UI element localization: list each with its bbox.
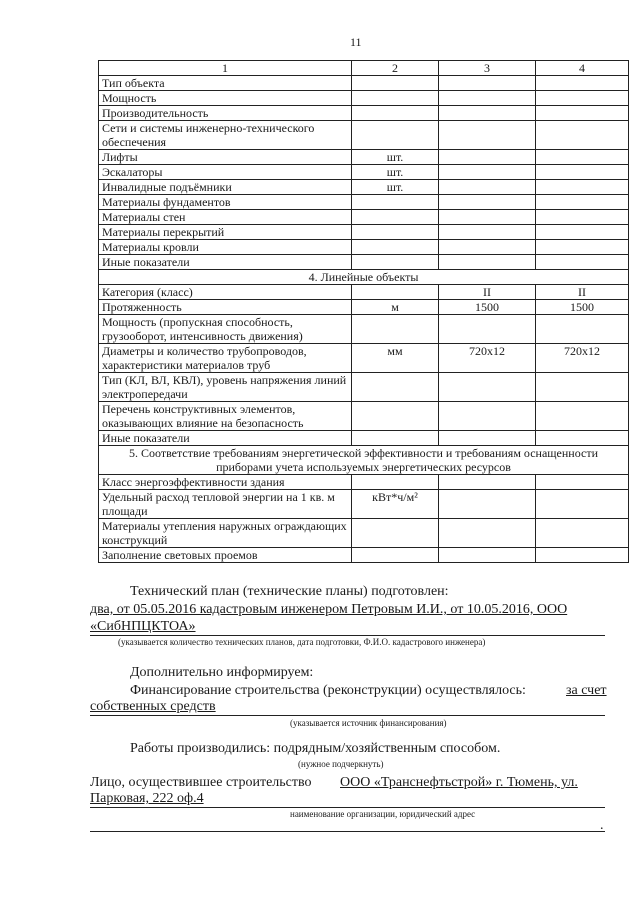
financing-caption: (указывается источник финансирования) <box>290 718 447 728</box>
table-row <box>99 240 629 255</box>
column-header: 2 <box>352 61 439 76</box>
row-label: Перечень конструктивных элементов, оказывающих влияние на безопасность <box>99 402 352 431</box>
row-value-col4 <box>536 475 629 490</box>
row-unit <box>352 76 439 91</box>
row-value-col4: 720x12 <box>536 344 629 373</box>
table-row <box>99 165 629 180</box>
row-label: Сети и системы инженерно-технического обеспечения <box>99 121 352 150</box>
row-unit <box>352 285 439 300</box>
table-row <box>99 91 629 106</box>
row-label: Материалы кровли <box>99 240 352 255</box>
row-unit <box>352 121 439 150</box>
table-row <box>99 490 629 519</box>
financing-value-2: собственных средств <box>90 699 216 714</box>
row-value-col3 <box>439 210 536 225</box>
row-unit <box>352 475 439 490</box>
row-label: Удельный расход тепловой энергии на 1 кв. м площади <box>99 490 352 519</box>
row-value-col4 <box>536 373 629 402</box>
row-label: Материалы перекрытий <box>99 225 352 240</box>
row-value-col4 <box>536 490 629 519</box>
row-value-col4 <box>536 210 629 225</box>
row-value-col3 <box>439 195 536 210</box>
page-number: 11 <box>350 35 362 49</box>
row-unit <box>352 431 439 446</box>
row-unit <box>352 210 439 225</box>
financing-value-1: за счет <box>566 683 607 698</box>
row-unit <box>352 255 439 270</box>
row-label: Иные показатели <box>99 431 352 446</box>
works-caption: (нужное подчеркнуть) <box>298 759 384 769</box>
row-value-col4 <box>536 225 629 240</box>
row-unit <box>352 548 439 563</box>
table-header-row <box>99 61 629 76</box>
row-value-col4 <box>536 255 629 270</box>
table-row <box>99 431 629 446</box>
row-value-col4 <box>536 76 629 91</box>
section-row <box>99 446 629 475</box>
financing-label: Финансирование строительства (реконструкции) осуществлялось: <box>130 683 526 698</box>
row-value-col4 <box>536 519 629 548</box>
column-header: 4 <box>536 61 629 76</box>
table-row <box>99 315 629 344</box>
object-characteristics-table <box>98 60 629 563</box>
row-value-col3 <box>439 548 536 563</box>
row-value-col3: 720x12 <box>439 344 536 373</box>
builder-caption: наименование организации, юридический адрес <box>290 809 476 819</box>
tech-plan-line-2: «СибНПЦКТОА» <box>90 619 196 634</box>
row-unit <box>352 402 439 431</box>
column-header: 1 <box>99 61 352 76</box>
row-value-col4 <box>536 195 629 210</box>
table-row <box>99 195 629 210</box>
section-4-title: 4. Линейные объекты <box>99 270 629 285</box>
row-unit <box>352 225 439 240</box>
row-value-col3 <box>439 519 536 548</box>
end-mark: . <box>600 818 604 833</box>
table-row <box>99 402 629 431</box>
table-row <box>99 285 629 300</box>
builder-label: Лицо, осуществившее строительство <box>90 775 312 790</box>
row-label: Диаметры и количество трубопроводов, характеристики материалов труб <box>99 344 352 373</box>
row-value-col3 <box>439 106 536 121</box>
table-row <box>99 180 629 195</box>
row-unit <box>352 519 439 548</box>
row-value-col4 <box>536 240 629 255</box>
row-unit <box>352 240 439 255</box>
row-value-col3: II <box>439 285 536 300</box>
row-value-col4: II <box>536 285 629 300</box>
row-value-col4 <box>536 121 629 150</box>
row-value-col4 <box>536 431 629 446</box>
row-unit: шт. <box>352 180 439 195</box>
section-5-title: 5. Соответствие требованиям энергетической эффективности и требованиям оснащенности приборами учета используемых энергетических ресурсов <box>99 446 629 475</box>
row-value-col4 <box>536 165 629 180</box>
additional-heading: Дополнительно информируем: <box>130 665 314 680</box>
row-label: Иные показатели <box>99 255 352 270</box>
column-header: 3 <box>439 61 536 76</box>
row-label: Категория (класс) <box>99 285 352 300</box>
table-row <box>99 300 629 315</box>
blank-line <box>90 831 605 832</box>
builder-value-2: Парковая, 222 оф.4 <box>90 791 204 806</box>
row-label: Заполнение световых проемов <box>99 548 352 563</box>
table-row <box>99 121 629 150</box>
tech-plan-line-1: два, от 05.05.2016 кадастровым инженером Петровым И.И., от 10.05.2016, ООО <box>90 602 568 617</box>
row-unit: мм <box>352 344 439 373</box>
underline <box>90 807 605 808</box>
row-value-col4 <box>536 315 629 344</box>
row-unit <box>352 315 439 344</box>
row-unit: кВт*ч/м² <box>352 490 439 519</box>
row-value-col4 <box>536 106 629 121</box>
row-value-col3 <box>439 431 536 446</box>
table-row <box>99 255 629 270</box>
table-row <box>99 519 629 548</box>
row-value-col3 <box>439 255 536 270</box>
row-label: Протяженность <box>99 300 352 315</box>
row-label: Класс энергоэффективности здания <box>99 475 352 490</box>
table-row <box>99 373 629 402</box>
row-value-col4 <box>536 548 629 563</box>
row-value-col3 <box>439 91 536 106</box>
table-row <box>99 150 629 165</box>
row-value-col3 <box>439 490 536 519</box>
builder-value-1: ООО «Транснефтьстрой» г. Тюмень, ул. <box>340 775 578 790</box>
section-row <box>99 270 629 285</box>
table-row <box>99 225 629 240</box>
row-unit: м <box>352 300 439 315</box>
row-value-col3 <box>439 240 536 255</box>
underline <box>90 715 605 716</box>
row-value-col3 <box>439 315 536 344</box>
table-row <box>99 106 629 121</box>
underline <box>90 635 605 636</box>
row-label: Тип объекта <box>99 76 352 91</box>
row-value-col3 <box>439 180 536 195</box>
row-label: Материалы стен <box>99 210 352 225</box>
row-label: Мощность <box>99 91 352 106</box>
row-value-col3 <box>439 475 536 490</box>
table-row <box>99 548 629 563</box>
row-unit: шт. <box>352 165 439 180</box>
table-row <box>99 475 629 490</box>
works-text: Работы производились: подрядным/хозяйственным способом. <box>130 741 501 756</box>
row-value-col3 <box>439 121 536 150</box>
row-value-col3 <box>439 165 536 180</box>
tech-plan-caption: (указывается количество технических планов, дата подготовки, Ф.И.О. кадастрового инженера) <box>118 637 486 647</box>
row-value-col3 <box>439 402 536 431</box>
row-label: Тип (КЛ, ВЛ, КВЛ), уровень напряжения линий электропередачи <box>99 373 352 402</box>
row-unit: шт. <box>352 150 439 165</box>
row-unit <box>352 195 439 210</box>
row-value-col4: 1500 <box>536 300 629 315</box>
row-value-col4 <box>536 91 629 106</box>
tech-plan-heading: Технический план (технические планы) подготовлен: <box>130 584 449 599</box>
row-label: Эскалаторы <box>99 165 352 180</box>
row-value-col3: 1500 <box>439 300 536 315</box>
table-row <box>99 76 629 91</box>
row-value-col4 <box>536 402 629 431</box>
row-value-col3 <box>439 225 536 240</box>
row-label: Материалы фундаментов <box>99 195 352 210</box>
row-label: Лифты <box>99 150 352 165</box>
row-value-col4 <box>536 150 629 165</box>
row-label: Мощность (пропускная способность, грузооборот, интенсивность движения) <box>99 315 352 344</box>
row-label: Материалы утепления наружных ограждающих конструкций <box>99 519 352 548</box>
row-unit <box>352 373 439 402</box>
row-value-col3 <box>439 76 536 91</box>
row-value-col3 <box>439 373 536 402</box>
row-label: Инвалидные подъёмники <box>99 180 352 195</box>
row-value-col4 <box>536 180 629 195</box>
row-label: Производительность <box>99 106 352 121</box>
row-unit <box>352 91 439 106</box>
table-row <box>99 344 629 373</box>
table-row <box>99 210 629 225</box>
row-unit <box>352 106 439 121</box>
row-value-col3 <box>439 150 536 165</box>
